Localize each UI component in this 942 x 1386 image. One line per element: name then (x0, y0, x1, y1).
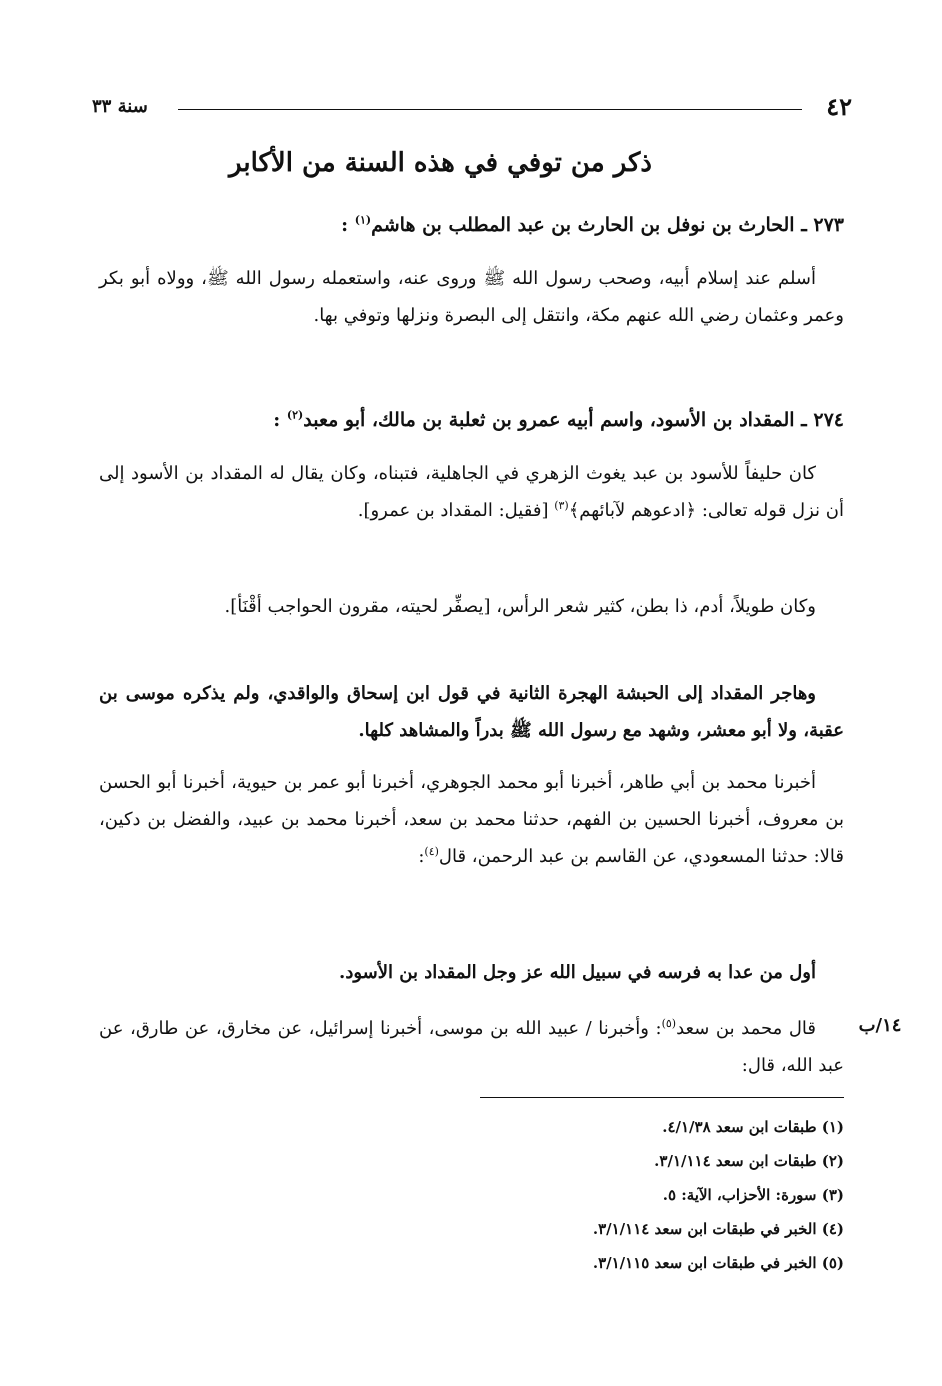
section-title: ذكر من توفي في هذه السنة من الأكابر (228, 148, 652, 178)
paragraph-text: أخبرنا محمد بن أبي طاهر، أخبرنا أبو محمد الجوهري، أخبرنا أبو عمر بن حيوية، أخبرنا أبو الحسن بن معروف، أخبرنا الحسين بن الفهم، حدثنا محمد بن سعد، أخبرنا محمد بن عبيد، والفضل بن دكين، قالا: حدثنا المسعودي، عن القاسم بن عبد الرحمن، قال (99, 772, 844, 867)
entry-title-text: ٢٧٣ ـ الحارث بن نوفل بن الحارث بن عبد المطلب بن هاشم (371, 214, 844, 236)
footnote-ref: (١) (354, 213, 372, 227)
footnote: (٤) الخبر في طبقات ابن سعد ٣/١/١١٤. (592, 1220, 844, 1238)
footnotes (344, 1110, 844, 1280)
entry-title-273 (94, 210, 844, 240)
margin-note: ١٤/ب (858, 1015, 902, 1036)
paragraph-text: كان حليفاً للأسود بن عبد يغوث الزهري في الجاهلية، فتبناه، وكان يقال له المقداد بن الأسود إلى أن نزل قوله تعالى: ﴿ادعوهم لآبائهم﴾ (99, 463, 844, 521)
entry-title-274 (94, 405, 844, 435)
paragraph-text: : وأخبرنا / عبيد الله بن موسى، أخبرنا إسرائيل، عن مخارق، عن طارق، عن عبد الله، قال: (99, 1018, 844, 1076)
paragraph-text: : (418, 846, 425, 867)
paragraph (99, 1010, 844, 1084)
paragraph (99, 455, 844, 529)
footnote: (٥) الخبر في طبقات ابن سعد ٣/١/١١٥. (592, 1254, 844, 1272)
paragraph-text: [فقيل: المقداد بن عمرو]. (357, 500, 555, 521)
paragraph-text: قال محمد بن سعد (676, 1018, 817, 1039)
footnote-ref: (٥) (661, 1017, 677, 1030)
paragraph: أسلم عند إسلام أبيه، وصحب رسول الله ﷺ وروى عنه، واستعمله رسول الله ﷺ، وولاه أبو بكر وعمر وعثمان رضي الله عنهم مكة، وانتقل إلى البصرة ونزلها وتوفي بها. (99, 268, 844, 326)
footnote-ref: (٣) (554, 499, 569, 512)
footnote: (١) طبقات ابن سعد ٤/١/٣٨. (662, 1118, 844, 1136)
paragraph: وكان طويلاً، أدم، ذا بطن، كثير شعر الرأس، [يصفِّر لحيته، مقرون الحواجب أقْنَأ]. (224, 596, 816, 617)
footnote: (٣) سورة: الأحزاب، الآية: ٥. (662, 1186, 844, 1204)
entry-title-text: ٢٧٤ ـ المقداد بن الأسود، واسم أبيه عمرو بن ثعلبة بن مالك، أبو معبد (303, 409, 844, 431)
footnote: (٢) طبقات ابن سعد ٣/١/١١٤. (654, 1152, 844, 1170)
header-rule (178, 109, 802, 110)
paragraph: أول من عدا به فرسه في سبيل الله عز وجل المقداد بن الأسود. (339, 962, 816, 983)
paragraph: وهاجر المقداد إلى الحبشة الهجرة الثانية في قول ابن إسحاق والواقدي، ولم يذكره موسى بن عقبة، ولا أبو معشر، وشهد مع رسول الله ﷺ بدراً والمشاهد كلها. (99, 683, 844, 741)
title-colon: : (273, 409, 281, 431)
footnote-ref: (٤) (424, 845, 439, 858)
footnote-ref: (٢) (286, 408, 304, 422)
running-header (92, 92, 852, 122)
page-number: ٤٢ (826, 92, 852, 121)
title-colon: : (341, 214, 349, 236)
footnote-rule (480, 1097, 844, 1098)
paragraph (99, 764, 844, 875)
header-year: سنة ٣٣ (92, 96, 148, 117)
